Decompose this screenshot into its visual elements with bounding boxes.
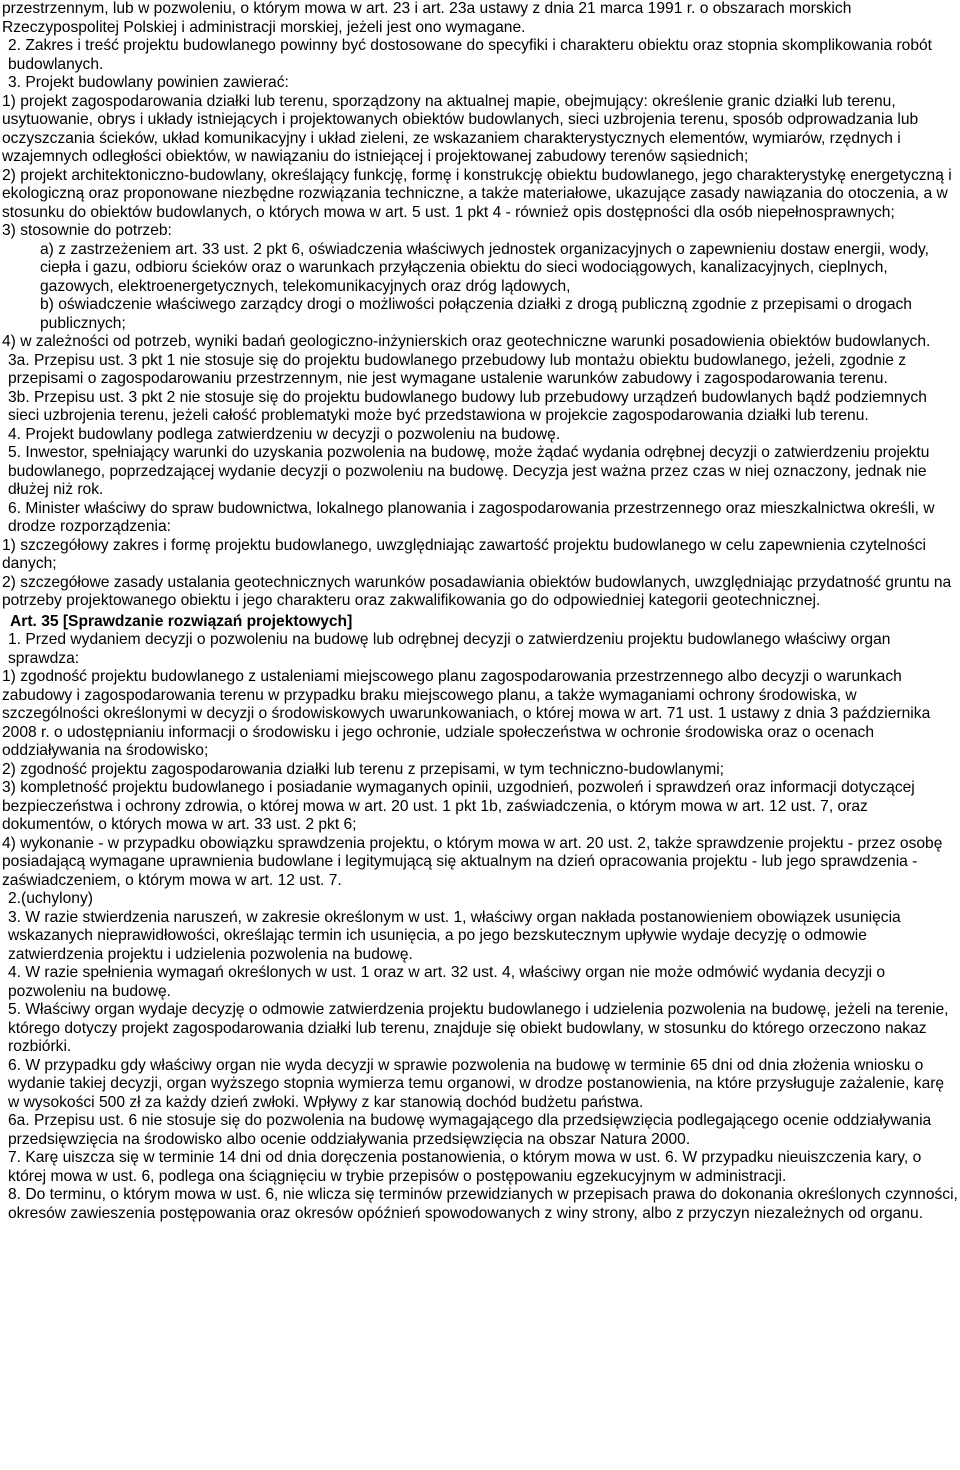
paragraph: 6. Minister właściwy do spraw budownictwa, lokalnego planowania i zagospodarowania przestrzennego oraz mieszkalnictwa określi, w drodze rozporządzenia: — [8, 499, 935, 535]
paragraph: 3. Projekt budowlany powinien zawierać: — [8, 74, 289, 91]
article-heading: Art. 35 [Sprawdzanie rozwiązań projektowych] — [10, 612, 353, 630]
document-body — [2, 0, 958, 1223]
paragraph: 1) szczegółowy zakres i formę projektu budowlanego, uwzględniając zawartość projektu budowlanego w celu zapewnienia czytelności danych; — [2, 536, 926, 572]
paragraph: 4) w zależności od potrzeb, wyniki badań geologiczno-inżynierskich oraz geotechniczne warunki posadowienia obiektów budowlanych. — [2, 333, 931, 350]
paragraph: przestrzennym, lub w pozwoleniu, o którym mowa w art. 23 i art. 23a ustawy z dnia 21 marca 1991 r. o obszarach morskich Rzeczypospolitej Polskiej i administracji morskiej, jeżeli jest ono wymagane. — [2, 0, 852, 36]
paragraph: 3b. Przepisu ust. 3 pkt 2 nie stosuje się do projektu budowlanego budowy lub przebudowy urządzeń budowlanych bądź podziemnych sieci uzbrojenia terenu, jeżeli całość problematyki może być przedstawiona w projekcie zagospodarowania działki lub terenu. — [8, 388, 927, 424]
paragraph: 4. Projekt budowlany podlega zatwierdzeniu w decyzji o pozwoleniu na budowę. — [8, 425, 561, 443]
paragraph: 3) kompletność projektu budowlanego i posiadanie wymaganych opinii, uzgodnień, pozwoleń i sprawdzeń oraz informacji dotyczącej bezpieczeństwa i ochrony zdrowia, o której mowa w art. 20 ust. 1 pkt 1b, zaświadczenia, o którym mowa w art. 12 ust. 7, oraz dokumentów, o których mowa w art. 33 ust. 2 pkt 6; — [2, 779, 915, 833]
paragraph: a) z zastrzeżeniem art. 33 ust. 2 pkt 6, oświadczenia właściwych jednostek organizacyjnych o zapewnieniu dostaw energii, wody, ciepła i gazu, odbioru ścieków oraz o warunkach przyłączenia obiektu do sieci wodociągowych, kanalizacyjnych, cieplnych, gazowych, elektroenergetycznych, telekomunikacyjnych oraz dróg lądowych, — [40, 240, 929, 295]
paragraph: 4) wykonanie - w przypadku obowiązku sprawdzenia projektu, o którym mowa w art. 20 ust. 2, także sprawdzenie projektu - przez osobę posiadającą wymagane uprawnienia budowlane i legitymującą się aktualnym na dzień opracowania projektu - lub jego sprawdzenia - zaświadczeniem, o którym mowa w art. 12 ust. 7. — [2, 834, 943, 889]
paragraph: 2) projekt architektoniczno-budowlany, określający funkcję, formę i konstrukcję obiektu budowlanego, jego charakterystykę energetyczną i ekologiczną oraz proponowane niezbędne rozwiązania techniczne, a także materiałowe, ukazujące zasady nawiązania do otoczenia, a w stosunku do obiektów budowlanych, o których mowa w art. 5 ust. 1 pkt 4 - również opis dostępności dla osób niepełnosprawnych; — [2, 166, 952, 221]
paragraph: 4. W razie spełnienia wymagań określonych w ust. 1 oraz w art. 32 ust. 4, właściwy organ nie może odmówić wydania decyzji o pozwoleniu na budowę. — [8, 964, 886, 1000]
paragraph: 3. W razie stwierdzenia naruszeń, w zakresie określonym w ust. 1, właściwy organ nakłada postanowieniem obowiązek usunięcia wskazanych nieprawidłowości, określając termin ich usunięcia, a po jego bezskutecznym upływie wydaje decyzję o odmowie zatwierdzenia projektu i udzielenia pozwolenia na budowę. — [8, 908, 901, 963]
paragraph: 5. Inwestor, spełniający warunki do uzyskania pozwolenia na budowę, może żądać wydania odrębnej decyzji o zatwierdzeniu projektu budowlanego, poprzedzającej wydanie decyzji o pozwoleniu na budowę. Decyzja jest ważna przez czas w niej oznaczony, jednak nie dłużej niż rok. — [8, 444, 930, 498]
paragraph: 3a. Przepisu ust. 3 pkt 1 nie stosuje się do projektu budowlanego przebudowy lub montażu obiektu budowlanego, jeżeli, zgodnie z przepisami o zagospodarowaniu przestrzennym, nie jest wymagane ustalenie warunków zabudowy i zagospodarowania terenu. — [8, 351, 907, 387]
paragraph: 1. Przed wydaniem decyzji o pozwoleniu na budowę lub odrębnej decyzji o zatwierdzeniu projektu budowlanego właściwy organ sprawdza: — [8, 631, 891, 667]
paragraph: 1) zgodność projektu budowlanego z ustaleniami miejscowego planu zagospodarowania przestrzennego albo decyzji o warunkach zabudowy i zagospodarowania terenu w przypadku braku miejscowego planu, a także wymaganiami ochrony środowiska, w szczególności określonymi w decyzji o środowiskowych uwarunkowaniach, o której mowa w art. 71 ust. 1 ustawy z dnia 3 października 2008 r. o udostępnianiu informacji o środowisku i jego ochronie, udziale społeczeństwa w ochronie środowiska oraz o ocenach oddziaływania na środowisko; — [2, 668, 931, 759]
paragraph: 8. Do terminu, o którym mowa w ust. 6, nie wlicza się terminów przewidzianych w przepisach prawa do dokonania określonych czynności, okresów zawieszenia postępowania oraz okresów opóźnień spowodowanych z winy strony, albo z przyczyn niezależnych od organu. — [8, 1186, 958, 1222]
paragraph: 6a. Przepisu ust. 6 nie stosuje się do pozwolenia na budowę wymagającego dla przedsięwzięcia podlegającego ocenie oddziaływania przedsięwzięcia na środowisko albo ocenie oddziaływania przedsięwzięcia na obszar Natura 2000. — [8, 1112, 932, 1148]
paragraph: 7. Karę uiszcza się w terminie 14 dni od dnia doręczenia postanowienia, o którym mowa w ust. 6. W przypadku nieuiszczenia kary, o której mowa w ust. 6, podlega ona ściągnięciu w trybie przepisów o postępowaniu egzekucyjnym w administracji. — [8, 1149, 922, 1185]
paragraph: 2) szczegółowe zasady ustalania geotechnicznych warunków posadawiania obiektów budowlanych, uwzględniając przydatność gruntu na potrzeby projektowanego obiektu i jego charakteru oraz zakwalifikowania go do odpowiedniej kategorii geotechnicznej. — [2, 573, 952, 609]
paragraph: 3) stosownie do potrzeb: — [2, 222, 172, 239]
paragraph: 6. W przypadku gdy właściwy organ nie wyda decyzji w sprawie pozwolenia na budowę w terminie 65 dni od dnia złożenia wniosku o wydanie takiej decyzji, organ wyższego stopnia wymierza temu organowi, w drodze postanowienia, na które przysługuje zażalenie, karę w wysokości 500 zł za każdy dzień zwłoki. Wpływy z kar stanowią dochód budżetu państwa. — [8, 1056, 945, 1111]
paragraph: 5. Właściwy organ wydaje decyzję o odmowie zatwierdzenia projektu budowlanego i udzielenia pozwolenia na budowę, jeżeli na terenie, którego dotyczy projekt zagospodarowania działki lub terenu, znajduje się obiekt budowlany, w stosunku do którego orzeczono nakaz rozbiórki. — [8, 1001, 949, 1055]
paragraph: 2.(uchylony) — [8, 890, 93, 907]
paragraph: 2. Zakres i treść projektu budowlanego powinny być dostosowane do specyfiki i charakteru obiektu oraz stopnia skomplikowania robót budowlanych. — [8, 37, 932, 73]
paragraph: 1) projekt zagospodarowania działki lub terenu, sporządzony na aktualnej mapie, obejmujący: określenie granic działki lub terenu, usytuowanie, obrys i układy istniejących i projektowanych obiektów budowlanych, sieci uzbrojenia terenu, sposób odprowadzania lub oczyszczania ścieków, układ komunikacyjny i układ zieleni, ze wskazaniem charakterystycznych elementów, wymiarów, rzędnych i wzajemnych odległości obiektów, w nawiązaniu do istniejącej i projektowanej zabudowy terenów sąsiednich; — [2, 92, 919, 165]
paragraph: 2) zgodność projektu zagospodarowania działki lub terenu z przepisami, w tym techniczno-budowlanymi; — [2, 760, 725, 778]
paragraph: b) oświadczenie właściwego zarządcy drogi o możliwości połączenia działki z drogą publiczną zgodnie z przepisami o drogach publicznych; — [40, 296, 912, 332]
